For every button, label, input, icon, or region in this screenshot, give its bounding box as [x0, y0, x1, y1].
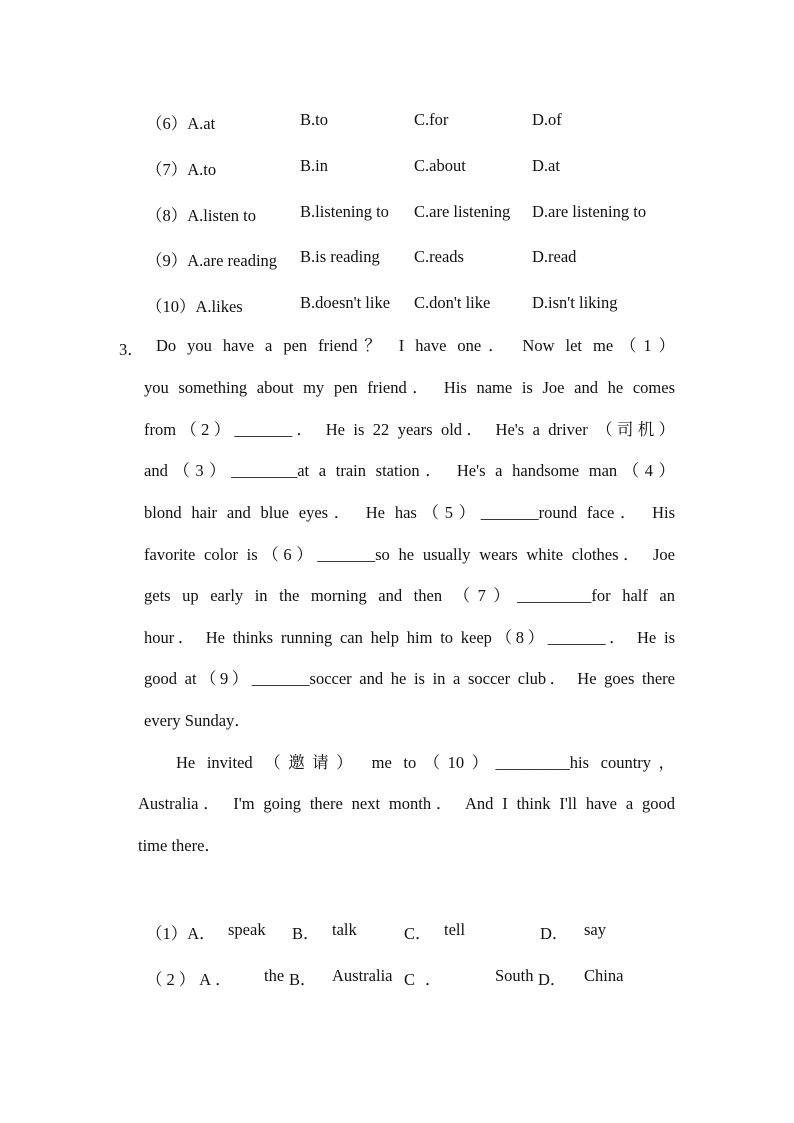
- option-d: D.at: [532, 156, 560, 175]
- option-b: Australia: [332, 966, 393, 985]
- option-d: D.of: [532, 110, 562, 129]
- option-a: （6）A.at: [146, 114, 216, 133]
- passage-line: good at（9）_______soccer and he is in a soccer club． He goes there: [144, 669, 675, 688]
- passage-line: from（2）_______． He is 22 years old． He's a driver （司机）: [144, 420, 675, 439]
- passage-line: favorite color is（6）_______so he usually wears white clothes． Joe: [144, 545, 675, 564]
- option-row-6: [146, 110, 706, 134]
- passage-line: you something about my pen friend． His name is Joe and he comes: [144, 378, 675, 397]
- passage-line: and（3）________at a train station． He's a handsome man（4）: [144, 461, 675, 480]
- option-d: D.isn't liking: [532, 293, 618, 312]
- passage-line: Do you have a pen friend？ I have one． Now let me（1）: [156, 336, 675, 355]
- option-d: D.read: [532, 247, 577, 266]
- option-a: speak: [228, 920, 266, 939]
- option-c-label: C．: [404, 924, 432, 943]
- option-d: China: [584, 966, 624, 985]
- option-number: （1）A．: [146, 924, 216, 943]
- option-d: D.are listening to: [532, 202, 647, 221]
- option-a: （10）A.likes: [146, 297, 243, 316]
- answer-row-2: [146, 966, 666, 990]
- option-b: B.to: [300, 110, 328, 129]
- option-c: C.about: [414, 156, 466, 175]
- option-a: （8）A.listen to: [146, 206, 256, 225]
- option-b: B.is reading: [300, 247, 380, 266]
- option-d: say: [584, 920, 606, 939]
- option-a: （7）A.to: [146, 160, 217, 179]
- option-d-label: D．: [540, 924, 569, 943]
- option-row-7: [146, 156, 706, 180]
- option-c-label: C．: [404, 970, 452, 989]
- option-row-8: [146, 202, 706, 226]
- passage-line: time there．: [138, 836, 221, 855]
- option-b-label: B．: [292, 924, 320, 943]
- option-number: （2）A．: [146, 970, 236, 989]
- passage-line: gets up early in the morning and then （7）_________for half an: [144, 586, 675, 605]
- option-row-10: [146, 293, 706, 317]
- option-c: tell: [444, 920, 466, 939]
- option-b: talk: [332, 920, 357, 939]
- passage-line: He invited （邀请） me to（10）_________his country，: [176, 753, 675, 772]
- option-c: C.for: [414, 110, 449, 129]
- answer-row-1: [146, 920, 666, 944]
- option-b: B.in: [300, 156, 328, 175]
- option-d-label: D．: [538, 970, 567, 989]
- option-b: B.listening to: [300, 202, 389, 221]
- option-b: B.doesn't like: [300, 293, 391, 312]
- option-c: C.are listening: [414, 202, 511, 221]
- option-c: C.don't like: [414, 293, 491, 312]
- option-c: C.reads: [414, 247, 464, 266]
- question-number: 3．: [119, 340, 144, 359]
- option-b-label: B．: [289, 970, 317, 989]
- option-c: South: [495, 966, 534, 985]
- passage-line: Australia． I'm going there next month． And I think I'll have a good: [138, 794, 675, 813]
- passage-line: every Sunday．: [144, 711, 251, 730]
- passage-line: hour． He thinks running can help him to keep（8）_______． He is: [144, 628, 675, 647]
- option-a: （9）A.are reading: [146, 251, 278, 270]
- option-row-9: [146, 247, 706, 271]
- passage-line: blond hair and blue eyes． He has（5）_______round face． His: [144, 503, 675, 522]
- option-a: the: [264, 966, 285, 985]
